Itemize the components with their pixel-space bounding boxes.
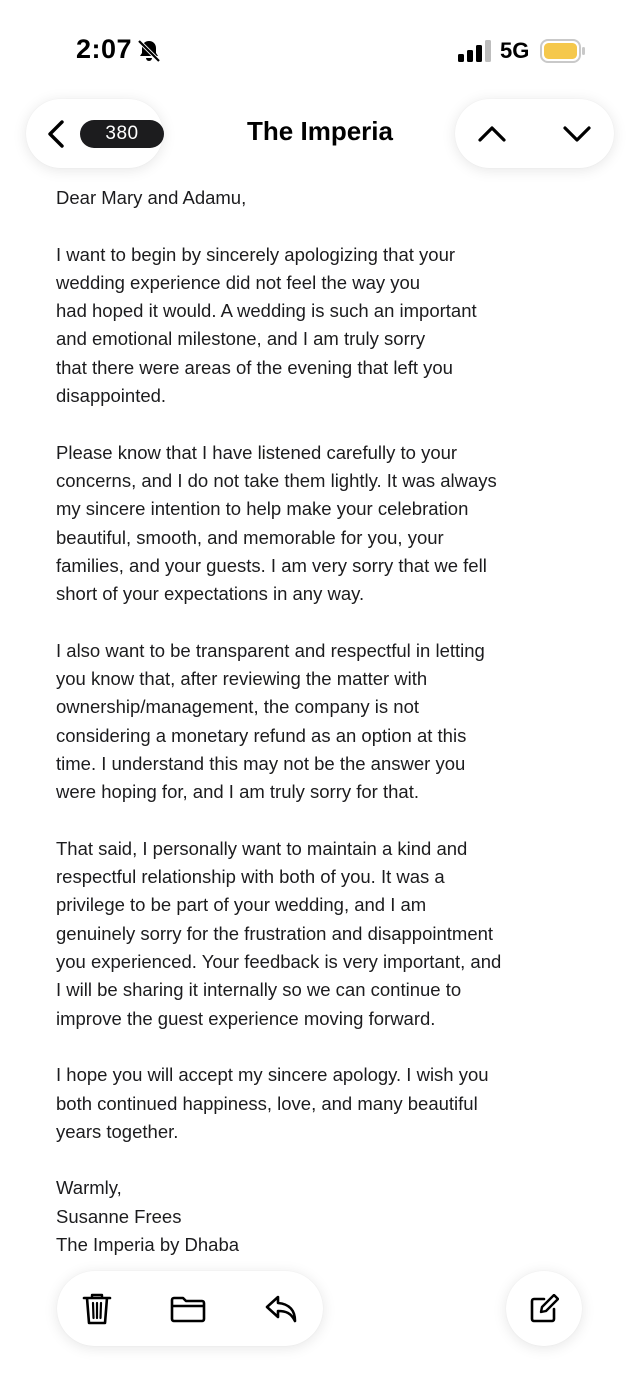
compose-button[interactable] (506, 1271, 582, 1346)
bottom-toolbar (57, 1271, 323, 1346)
email-paragraph: That said, I personally want to maintain a kind and respectful relationship with both of you. It was a privilege to be part of your wedding, and I am genuinely sorry for the frustration and disappointment you experienced. Your feedback is very important, and I will be sharing it internally so we can continue to improve the guest experience moving forward. (56, 837, 502, 1029)
status-bar (0, 0, 640, 100)
move-to-folder-button[interactable] (153, 1271, 223, 1346)
chevron-up-icon (477, 124, 507, 144)
mailbox-title: The Imperia (247, 116, 393, 146)
email-paragraph: I also want to be transparent and respectful in letting you know that, after reviewing the matter with ownership/management, the company is not considering a monetary refund as an option at this time. I understand this may not be the answer you were hoping for, and I am truly sorry for that. (56, 639, 485, 803)
back-button[interactable] (26, 99, 163, 168)
chevron-down-icon (562, 124, 592, 144)
message-navigation (455, 99, 614, 168)
reply-icon (264, 1294, 298, 1324)
email-paragraph: I want to begin by sincerely apologizing that your wedding experience did not feel the way you had hoped it would. A wedding is such an important and emotional milestone, and I am truly sorry that there were areas of the evening that left you disappointed. (56, 243, 477, 407)
reply-button[interactable] (246, 1271, 316, 1346)
battery-icon (540, 38, 586, 64)
signal-bars-icon (458, 40, 492, 62)
previous-message-button[interactable] (457, 99, 527, 168)
compose-icon (529, 1294, 559, 1324)
chevron-left-icon (46, 119, 66, 149)
next-message-button[interactable] (542, 99, 612, 168)
email-greeting: Dear Mary and Adamu, (56, 187, 247, 208)
network-label: 5G (500, 38, 530, 63)
folder-icon (170, 1295, 206, 1323)
email-body (56, 184, 556, 1288)
status-time: 2:07 (76, 34, 133, 64)
bell-slash-icon (136, 38, 162, 64)
delete-button[interactable] (62, 1271, 132, 1346)
email-paragraph: Please know that I have listened carefully to your concerns, and I do not take them lightly. It was always my sincere intention to help make your celebration beautiful, smooth, and memorable for you, your families, and your guests. I am very sorry that we fell short of your expectations in any way. (56, 441, 497, 605)
unread-count-badge: 380 (80, 120, 164, 148)
email-signoff: Warmly, Susanne Frees The Imperia by Dhaba (56, 1177, 240, 1255)
trash-icon (82, 1292, 112, 1326)
email-paragraph: I hope you will accept my sincere apology. I wish you both continued happiness, love, and many beautiful years together. (56, 1064, 489, 1142)
